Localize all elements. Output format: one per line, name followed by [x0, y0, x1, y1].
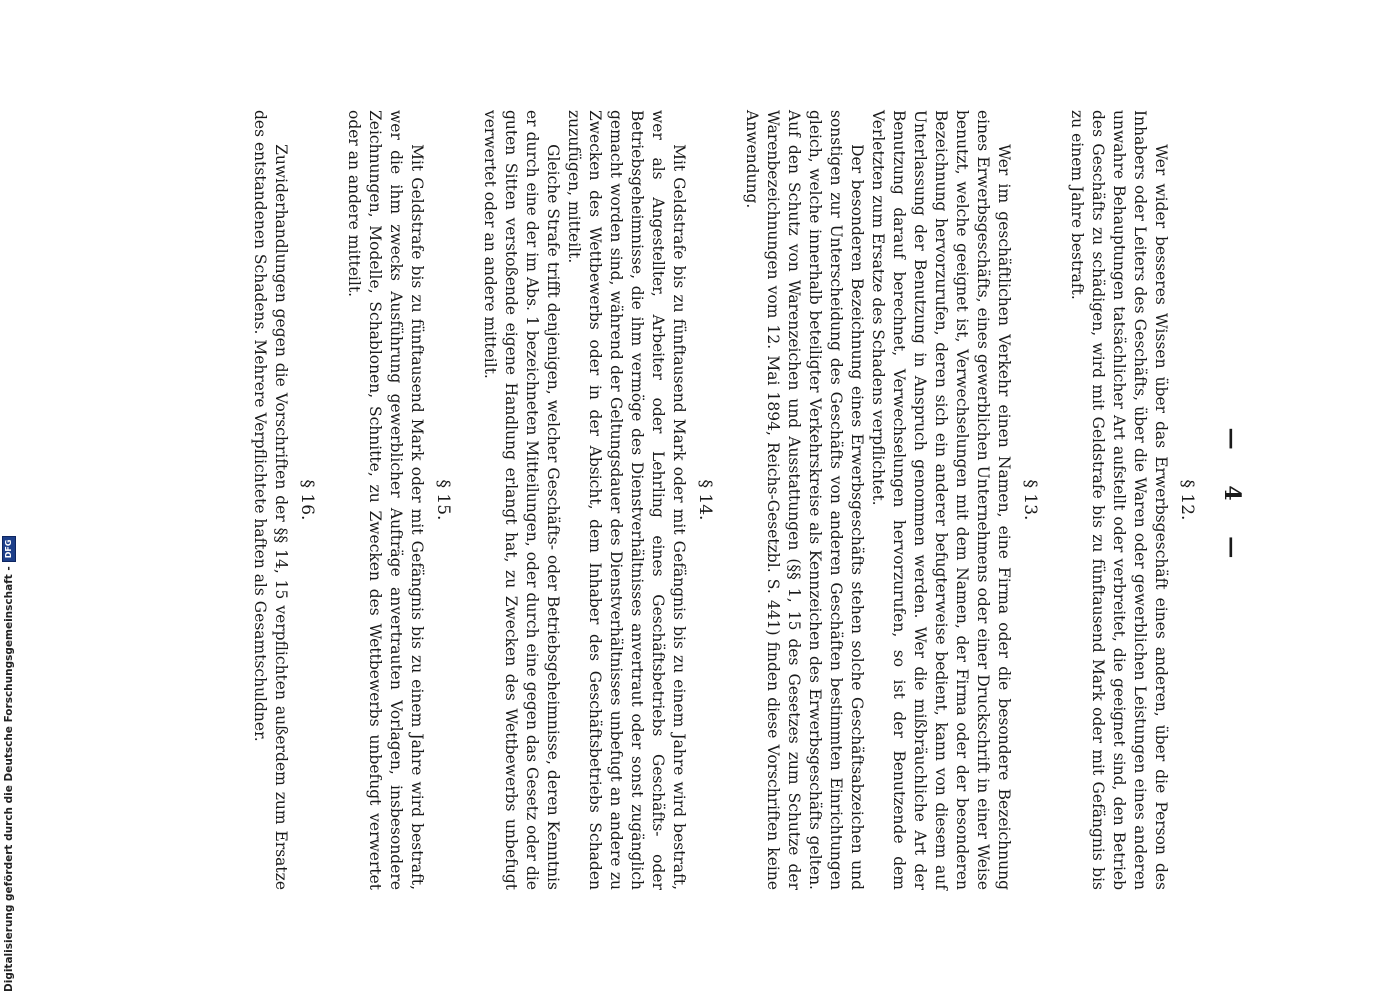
section-heading: § 13.	[1020, 479, 1040, 521]
section-16	[249, 110, 317, 890]
credit-text: Digitalisierung gefördert durch die Deutsche Forschungsgemeinschaft -	[3, 566, 15, 992]
section-14	[479, 110, 715, 890]
section-12	[1066, 110, 1197, 890]
section-heading: § 14.	[695, 479, 715, 521]
paragraph: Mit Geldstrafe bis zu fünftausend Mark oder mit Gefängnis bis zu einem Jahre wird bestraft, wer als Angestellter, Arbeiter oder Lehrling eines Geschäftsbetriebs Geschäfts- oder Betriebsgeheimnisse, die ihm vermöge des Dienstverhältnisses anvertraut oder sonst zugänglich gemacht worden sind, während der Geltungsdauer des Dienstverhältnisses unbefugt an andere zu Zwecken des Wettbewerbs oder in der Absicht, dem Inhaber des Geschäftsbetriebs Schaden zuzufügen, mitteilt.	[565, 110, 688, 890]
section-13	[741, 110, 1040, 890]
section-15	[343, 110, 453, 890]
paragraph: Gleiche Strafe trifft denjenigen, welcher Geschäfts- oder Betriebsgeheimnisse, deren Kenntnis er durch eine der im Abs. 1 bezeichneten Mitteilungen, oder durch eine gegen das Gesetz oder die guten Sitten verstoßende eigene Handlung erlangt hat, zu Zwecken des Wettbewerbs unbefugt verwertet oder an andere mitteilt.	[481, 110, 562, 890]
paragraph: Mit Geldstrafe bis zu fünftausend Mark oder mit Gefängnis bis zu einem Jahre wird bestraft, wer die ihm zwecks Ausführung gewerblicher Aufträge anvertrauten Vorlagen, insbesondere Zeichnungen, Modelle, Schablonen, Schnitte, zu Zwecken des Wettbewerbs unbefugt verwertet oder an andere mitteilt.	[345, 110, 426, 890]
paragraph: Wer im geschäftlichen Verkehr einen Namen, eine Firma oder die besondere Bezeichnung eines Erwerbsgeschäfts, eines gewerblichen Unternehmens oder einer Druckschrift in einer Weise benutzt, welche geeignet ist, Verwechselungen mit dem Namen, der Firma oder der besonderen Bezeichnung hervorzurufen, deren sich ein anderer befugterweise bedient, kann von diesem auf Unterlassung der Benutzung in Anspruch genommen werden. Wer die mißbräuchliche Art der Benutzung darauf berechnet, Verwechselungen hervorzurufen, so ist der Benutzende dem Verletzten zum Ersatze des Schadens verpflichtet.	[869, 110, 1013, 890]
document-page	[95, 90, 1245, 910]
digitization-credit	[2, 0, 16, 992]
page-number: — 4 —	[1219, 427, 1245, 573]
paragraph: Der besonderen Bezeichnung eines Erwerbsgeschäfts stehen solche Geschäftsabzeichen und sonstigen zur Unterscheidung des Geschäfts von anderen Geschäften bestimmten Einrichtungen gleich, welche innerhalb beteiligter Verkehrskreise als Kennzeichen des Erwerbsgeschäfts gelten. Auf den Schutz von Warenzeichen und Ausstattungen (§§ 1, 15 des Gesetzes zum Schutze der Warenbezeichnungen vom 12. Mai 1894, Reichs-Gesetzbl. S. 441) finden diese Vorschriften keine Anwendung.	[743, 110, 866, 890]
paragraph: Wer wider besseres Wissen über das Erwerbsgeschäft eines anderen, über die Person des Inhabers oder Leiters des Geschäfts, über die Waren oder gewerblichen Leistungen eines anderen unwahre Behauptungen tatsächlicher Art aufstellt oder verbreitet, die geeignet sind, den Betrieb des Geschäfts zu schädigen, wird mit Geldstrafe bis zu fünftausend Mark oder mit Gefängnis bis zu einem Jahre bestraft.	[1068, 110, 1170, 890]
dfg-logo-icon: DFG	[2, 536, 16, 563]
section-heading: § 16.	[297, 479, 317, 521]
section-heading: § 15.	[433, 479, 453, 521]
section-heading: § 12.	[1177, 479, 1197, 521]
paragraph: Zuwiderhandlungen gegen die Vorschriften der §§ 14, 15 verpflichten außerdem zum Ersatze des entstandenen Schadens. Mehrere Verpflichtete haften als Gesamtschuldner.	[251, 110, 290, 890]
